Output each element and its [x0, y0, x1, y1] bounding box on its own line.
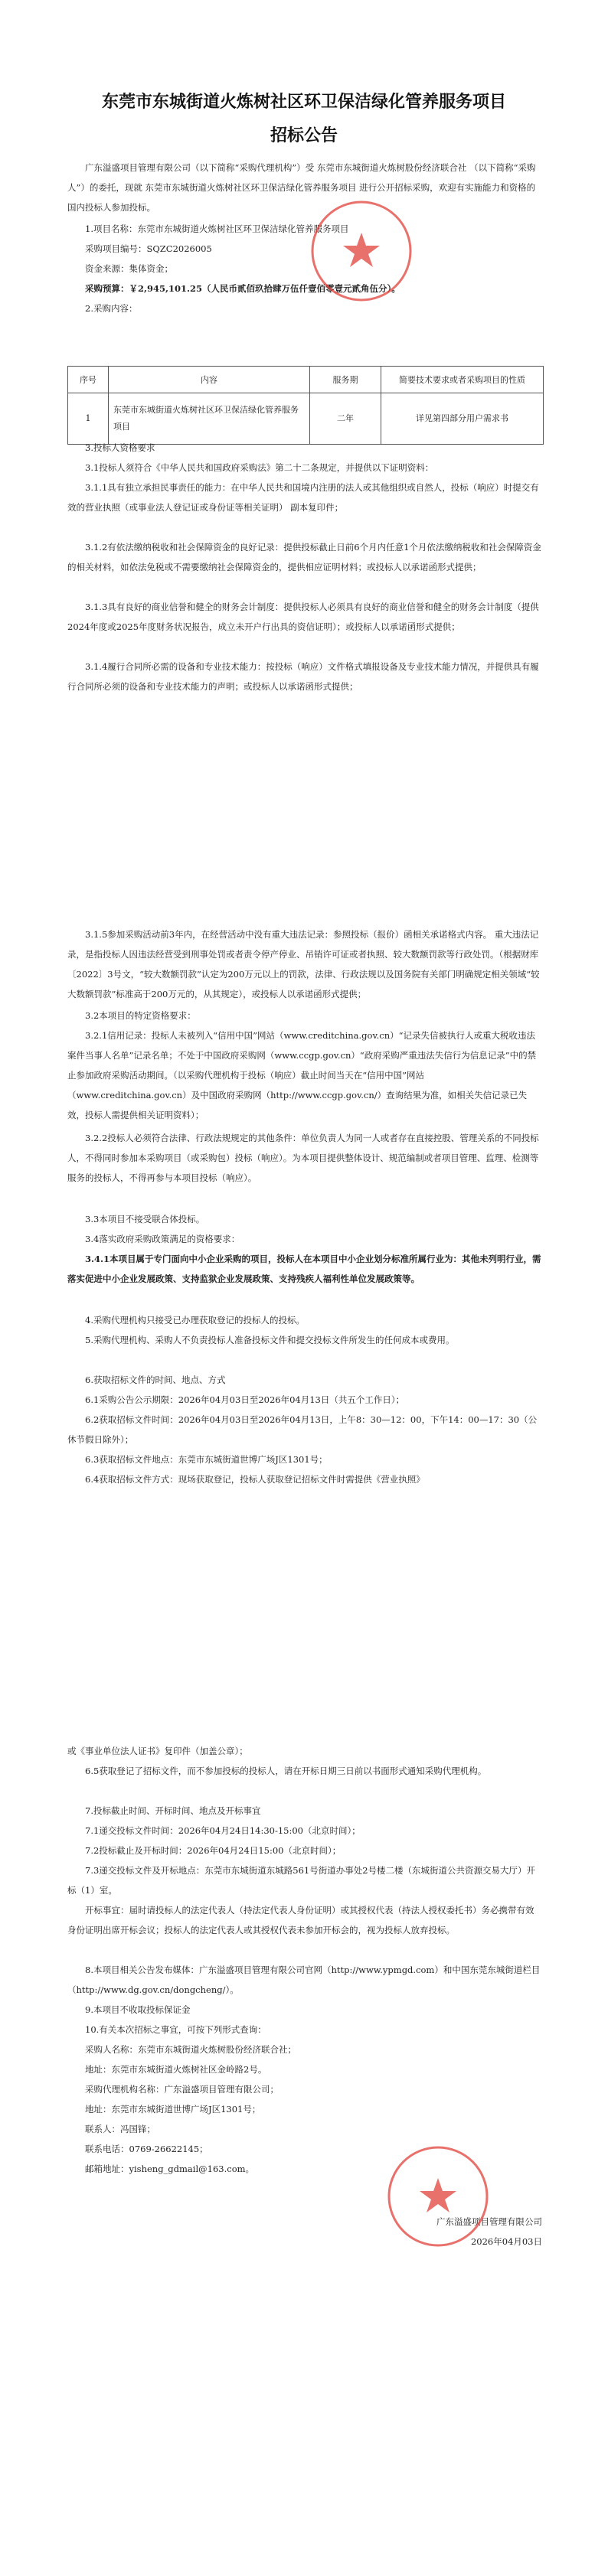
item-8: 8.本项目相关公告发布媒体：广东溢盛项目管理有限公司官网（http://www.ypmgd.com）和中国东莞东城街道栏目（http://www.dg.gov.cn/dongcheng/）。 [67, 1965, 541, 1995]
signature-date: 2026年04月03日 [470, 2236, 542, 2247]
qual-3-3: 3.3本项目不接受联合体投标。 [85, 1214, 205, 1224]
fund-source: 资金来源：集体资金； [85, 263, 173, 274]
qual-3-1-1: 3.1.1具有独立承担民事责任的能力：在中华人民共和国境内注册的法人或其他组织或自然人，投标（响应）时提交有效的营业执照（或事业法人登记证或身份证等相关证明） 副本复印件； [67, 482, 539, 513]
qual-3-1-2: 3.1.2有依法缴纳税收和社会保障资金的良好记录：提供投标截止日前6个月内任意1个月依法缴纳税收和社会保障资金的相关材料，如依法免税或不需要缴纳社会保障资金的，提供相应证明材料；或投标人以承诺函形式提供； [67, 542, 541, 572]
item-7-3: 7.3递交投标文件及开标地点：东莞市东城街道东城路561号街道办事处2号楼二楼（东城街道公共资源交易大厅）开标（1）室。 [67, 1865, 536, 1896]
item-6-3: 6.3获取招标文件地点：东莞市东城街道世博广场J区1301号； [85, 1454, 328, 1465]
project-number: 采购项目编号：SQZC2026005 [85, 243, 212, 254]
opening-matters: 开标事宜：届时请投标人的法定代表人（持法定代表人身份证明）或其授权代表（持法人授权委托书）务必携带有效身份证明出席开标会议；投标人的法定代表人或其授权代表未参加开标会的，视为投标人放弃投标。 [67, 1905, 534, 1935]
signature-company: 广东溢盛项目管理有限公司 [436, 2216, 542, 2227]
item-6-2: 6.2获取招标文件时间：2026年04月03日至2026年04月13日，上午8：30—12：00，下午14：00—17：30（公休节假日除外）； [67, 1414, 538, 1445]
col-header-requirements: 简要技术要求或者采购项目的性质 [381, 367, 544, 393]
budget-line: 采购预算：￥2,945,101.25（人民币贰佰玖拾肆万伍仟壹佰零壹元贰角伍分）。 [85, 283, 400, 294]
col-header-no: 序号 [68, 367, 109, 393]
intro-paragraph: 广东溢盛项目管理有限公司（以下简称“采购代理机构”）受 东莞市东城街道火炼树股份经济联合社 （以下简称“采购人”）的委托，现就 东莞市东城街道火炼树社区环卫保洁绿化管养服务项目 进行公开招标采购，欢迎有实施能力和资格的国内投标人参加投标。 [67, 162, 536, 213]
qual-3-4: 3.4落实政府采购政策满足的资格要求： [85, 1234, 240, 1244]
doc-title-line2: 招标公告 [270, 126, 338, 145]
qual-3-2-1: 3.2.1信用记录：投标人未被列入“信用中国”网站（www.creditchina.gov.cn）“记录失信被执行人或重大税收违法案件当事人名单”记录名单；不处于中国政府采购网（www.ccgp.gov.cn）“政府采购严重违法失信行为信息记录”中的禁止参加政府采购活动期间。（以采购代理机构于投标（响应）截止时间当天在“信用中国”网站（www.creditchina.gov.cn）及中国政府采购网（http://www.ccgp.gov.cn/）查询结果为准，如相关失信记录已失效，投标人需提供相关证明资料）； [67, 1030, 537, 1120]
item-9: 9.本项目不收取投标保证金 [85, 2004, 191, 2015]
cell-content: 东莞市东城街道火炼树社区环卫保洁绿化管养服务项目 [109, 393, 310, 445]
qual-3-1-4: 3.1.4履行合同所必需的设备和专业技术能力：按投标（响应）文件格式填报设备及专业技术能力情况，并提供具有履行合同所必须的设备和专业技术能力的声明；或投标人以承诺函形式提供； [67, 661, 539, 692]
table-row [68, 393, 544, 445]
item-7: 7.投标截止时间、开标时间、地点及开标事宜 [85, 1805, 261, 1816]
content-heading: 2.采购内容： [85, 303, 138, 314]
contact-person: 联系人：冯国锋； [85, 2124, 155, 2134]
official-seal-1 [308, 197, 415, 305]
qual-3-2: 3.2本项目的特定资格要求： [85, 1010, 196, 1021]
item-7-2: 7.2投标截止及开标时间：2026年04月24日15:00（北京时间）； [85, 1845, 342, 1856]
agency-name: 采购代理机构名称：广东溢盛项目管理有限公司； [85, 2084, 279, 2095]
official-seal-2 [384, 2143, 492, 2250]
qual-3-1-5: 3.1.5参加采购活动前3年内，在经营活动中没有重大违法记录：参照投标（报价）函相关承诺格式内容。 重大违法记录，是指投标人因违法经营受到刑事处罚或者责令停产停业、吊销许可证或者执照、较大数额罚款等行政处罚。（根据财库〔2022〕3号文，“较大数额罚款”认定为200万元以上的罚款，法律、行政法规以及国务院有关部门明确规定相关领域“较大数额罚款”标准高于200万元的，从其规定），或投标人以承诺函形式提供； [67, 929, 540, 999]
col-header-content: 内容 [109, 367, 310, 393]
cell-requirements: 详见第四部分用户需求书 [381, 393, 544, 445]
purchaser-address: 地址：东莞市东城街道火炼树社区金岭路2号。 [85, 2064, 267, 2075]
qual-3-1: 3.1投标人须符合《中华人民共和国政府采购法》第二十二条规定，并提供以下证明资料： [85, 462, 434, 473]
contact-phone: 联系电话：0769-26622145； [85, 2144, 208, 2154]
qual-heading: 3.投标人资格要求 [85, 442, 155, 453]
col-header-period: 服务期 [310, 367, 381, 393]
item-6-1: 6.1采购公告公示期限：2026年04月03日至2026年04月13日（共五个工作日）； [85, 1394, 405, 1405]
agency-address: 地址：东莞市东城街道世博广场J区1301号； [85, 2104, 261, 2115]
item-5: 5.采购代理机构、采购人不负责投标人准备投标文件和提交投标文件所发生的任何成本或费用。 [85, 1335, 455, 1345]
project-name: 1.项目名称：东莞市东城街道火炼树社区环卫保洁绿化管养服务项目 [85, 223, 349, 234]
item-6-4: 6.4获取招标文件方式：现场获取登记，投标人获取登记招标文件时需提供《营业执照》 [85, 1474, 425, 1485]
table-header-row [68, 367, 544, 393]
item-6-5: 6.5获取登记了招标文件，而不参加投标的投标人，请在开标日期三日前以书面形式通知采购代理机构。 [85, 1766, 487, 1776]
cell-no: 1 [68, 393, 109, 445]
contact-email: 邮箱地址：yisheng_gdmail@163.com。 [85, 2164, 255, 2174]
item-6: 6.获取招标文件的时间、地点、方式 [85, 1374, 226, 1385]
item-4: 4.采购代理机构只接受已办理获取登记的投标人的投标。 [85, 1315, 305, 1325]
cell-period: 二年 [310, 393, 381, 445]
qual-3-1-3: 3.1.3具有良好的商业信誉和健全的财务会计制度：提供投标人必须具有良好的商业信誉和健全的财务会计制度（提供2024年度或2025年度财务状况报告，成立未开户行出具的资信证明）；或投标人以承诺函形式提供； [67, 602, 539, 632]
item-10: 10.有关本次招标之事宜，可按下列形式查询： [85, 2024, 266, 2035]
qual-3-2-2: 3.2.2投标人必须符合法律、行政法规规定的其他条件：单位负责人为同一人或者存在直接控股、管理关系的不同投标人，不得同时参加本采购项目（或采购包）投标（响应）。为本项目提供整体设计、规范编制或者项目管理、监理、检测等服务的投标人，不得再参与本项目投标（响应）。 [67, 1133, 539, 1183]
doc-title-line1: 东莞市东城街道火炼树社区环卫保洁绿化管养服务项目 [101, 93, 506, 112]
item-6-4-cont: 或《事业单位法人证书》复印件（加盖公章）； [67, 1746, 248, 1756]
purchaser-name: 采购人名称：东莞市东城街道火炼树股份经济联合社； [85, 2044, 296, 2055]
item-7-1: 7.1递交投标文件时间：2026年04月24日14:30-15:00（北京时间）； [85, 1825, 361, 1836]
qual-3-4-1: 3.4.1本项目属于专门面向中小企业采购的项目，投标人在本项目中小企业划分标准所属行业为：其他未列明行业，需落实促进中小企业发展政策、支持监狱企业发展政策、支持残疾人福利性单位发展政策等。 [67, 1254, 541, 1284]
procurement-table [67, 366, 544, 445]
